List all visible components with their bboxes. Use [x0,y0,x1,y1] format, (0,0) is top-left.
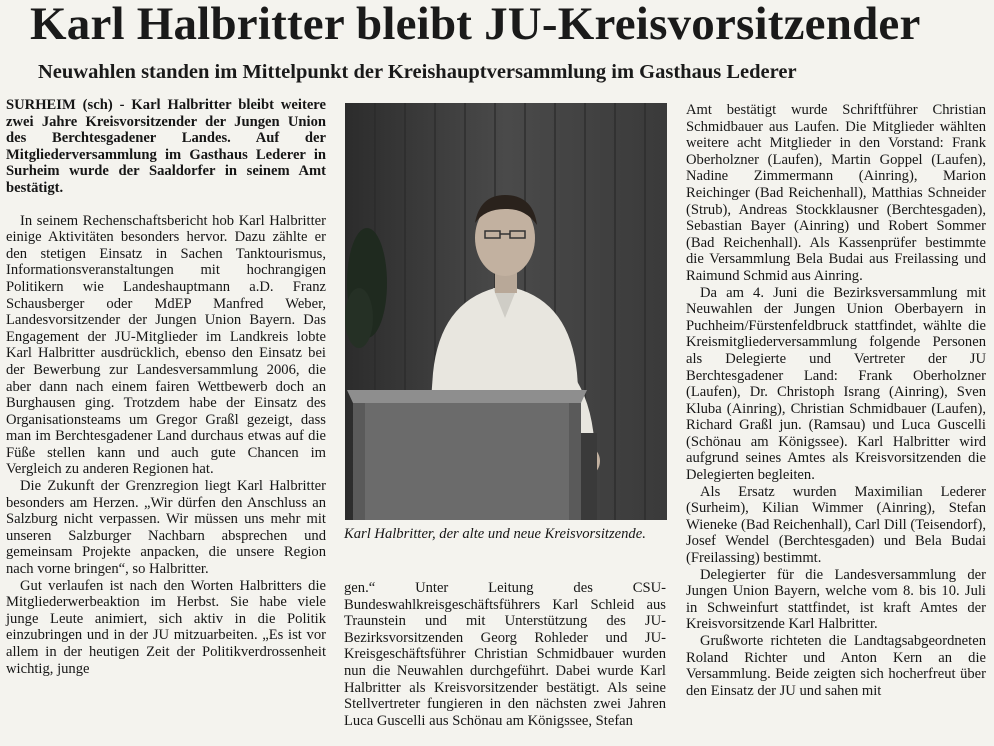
column-1 [6,97,326,677]
paragraph: gen.“ Unter Leitung des CSU-Bundeswahlkreisgeschäftsführers Karl Schleid aus Traunstein und mit Unterstützung des JU-Bezirksvorsitzenden Georg Rohleder und JU-Kreisgeschäftsführer Christian Schmidbauer wurden nun die Neuwahlen durchgeführt. Dabei wurde Karl Halbritter als Kreisvorsitzender bestätigt. Als seine Stellvertreter fungieren in den nächsten zwei Jahren Luca Guscelli aus Schönau am Königssee, Stefan [344,580,666,729]
paragraph: Als Ersatz wurden Maximilian Lederer (Surheim), Kilian Wimmer (Ainring), Stefan Wieneke (Bad Reichenhall), Carl Dill (Teisendorf), Josef Wendel (Berchtesgaden) und Bela Budai (Freilassing) bestimmt. [686,483,986,567]
paragraph: Die Zukunft der Grenzregion liegt Karl Halbritter besonders am Herzen. „Wir dürfen den Anschluss an Salzburg nicht verpassen. Wir müssen uns mehr mit unseren Salzburger Nachbarn absprechen und gemeinsam Projekte anpacken, die unsere Region nach vorne bringen“, so Halbritter. [6,478,326,578]
column-2 [344,580,666,729]
paragraph: Gut verlaufen ist nach den Worten Halbritters die Mitgliederwerbeaktion im Herbst. Sie habe viele junge Leute animiert, sich aktiv in die Politik einzubringen und in der JU mitzuarbeiten. „Es ist vor allem in der heutigen Zeit der Politikverdrossenheit wichtig, junge [6,577,326,677]
paragraph: Grußworte richteten die Landtagsabgeordneten Roland Richter und Anton Kern an die Versammlung. Beide zeigten sich hocherfreut über den Einsatz der JU und sahen mit [686,633,986,699]
subheadline: Neuwahlen standen im Mittelpunkt der Kreishauptversammlung im Gasthaus Lederer [38,61,797,83]
headline: Karl Halbritter bleibt JU-Kreisvorsitzender [30,0,921,50]
lead-paragraph: SURHEIM (sch) - Karl Halbritter bleibt weitere zwei Jahre Kreisvorsitzender der Jungen Union des Berchtesgadener Landes. Auf der Mitgliederversammlung im Gasthaus Lederer in Surheim wurde der Saaldorfer in seinem Amt bestätigt. [6,97,326,196]
photo-caption: Karl Halbritter, der alte und neue Kreisvorsitzende. [344,526,646,542]
photo-illustration [345,103,667,520]
paragraph: In seinem Rechenschaftsbericht hob Karl Halbritter einige Aktivitäten besonders hervor. Dazu zählte er den stetigen Einsatz in Sachen Tanktourismus, Informationsveranstaltungen mit hochrangigen Politikern wie Landeshauptmann a.D. Franz Schausberger oder MdEP Manfred Weber, Landesvorsitzender der Jungen Union Bayern. Das Engagement der JU-Mitglieder im Landkreis lobte Karl Halbritter ausdrücklich, ebenso den Einsatz bei der Bewerbung zur Landesversammlung 2006, die aber dann nach einem fairen Wettbewerb doch an Burghausen ging. Trotzdem habe der Einsatz des Organisationsteams um Gregor Graßl gezeigt, dass man im Berchtesgadener Land durchaus etwas auf die Füße stellen kann und auch gute Chancen im Vergleich zu anderen Regionen hat. [6,212,326,478]
article-photo [345,103,667,520]
paragraph: Amt bestätigt wurde Schriftführer Christian Schmidbauer aus Laufen. Die Mitglieder wählten weitere acht Mitglieder in den Vorstand: Frank Oberholzner (Laufen), Martin Goppel (Laufen), Nadine Zimmermann (Ainring), Marion Reichinger (Bad Reichenhall), Matthias Schneider (Strub), Andreas Stockklausner (Berchtesgaden), Sebastian Bayer (Ainring) und Robert Sommer (Bad Reichenhall). Als Kassenprüfer bestimmte die Versammlung Bela Budai aus Freilassing und Raimund Schmid aus Ainring. [686,102,986,284]
paragraph: Delegierter für die Landesversammlung der Jungen Union Bayern, welche vom 8. bis 10. Juli in Schweinfurt stattfindet, ist kraft Amtes der Kreisvorsitzende Karl Halbritter. [686,566,986,633]
column-3 [686,102,986,699]
paragraph: Da am 4. Juni die Bezirksversammlung mit Neuwahlen der Jungen Union Oberbayern in Puchheim/Fürstenfeldbruck stattfindet, wählte die Kreismitgliederversammlung folgende Personen als Delegierte und Vertreter der JU Berchtesgadener Land: Frank Oberholzner (Laufen), Dr. Christoph Israng (Ainring), Sven Kluba (Ainring), Christian Schmidbauer (Laufen), Richard Graßl jun. (Ramsau) und Luca Guscelli (Schönau am Königssee). Karl Halbritter wird aufgrund seines Amtes als Kreisvorsitzenden die Delegierten begleiten. [686,284,986,484]
